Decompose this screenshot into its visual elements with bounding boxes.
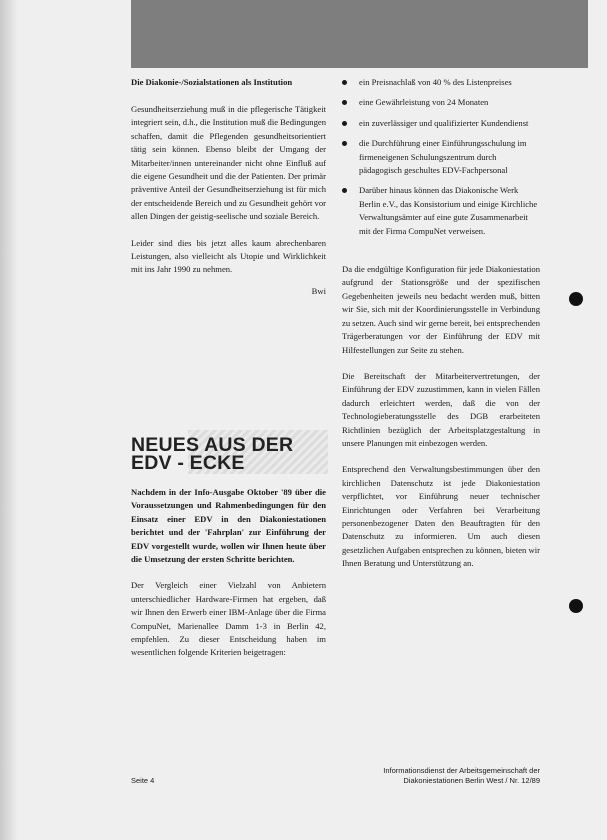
bullet-icon (342, 121, 347, 126)
lead-text: Nachdem in der Info-Ausgabe Oktober '89 über die Voraussetzungen und Rahmenbedingungen für den Einsatz einer EDV in den Diakoniestationen berichtet und der 'Fahrplan' zur Einführung der EDV vorgestellt wurde, wollen wir Ihnen heute über die Umsetzung der ersten Schritte berichten. (131, 487, 326, 565)
section-title (131, 436, 326, 472)
lead-paragraph (131, 486, 326, 566)
right-column (342, 76, 540, 571)
header-bar (131, 0, 588, 68)
bullet-icon (342, 80, 347, 85)
author-signature: Bwi (311, 285, 326, 296)
bullet-icon (342, 141, 347, 146)
list-item: Darüber hinaus können das Diakonische Werk Berlin e.V., das Konsistorium und einige Kirchliche Verwaltungsämter auf eine gute Zusammenarbeit mit der Firma CompuNet verweisen. (342, 184, 540, 238)
left-column-top (131, 76, 326, 298)
left-column-bottom (131, 486, 326, 660)
paragraph: Gesundheitserziehung muß in die pflegerische Tätigkeit integriert sein, d.h., die Institution muß die Bedingungen schaffen, damit die Pflegenden gesundheitsorientiert tätig sein können. Ebenso bleibt der Umgang der Mitarbeiter/innen untereinander nicht ohne Einfluß auf die eigene Gesundheit und die der Patienten. Der primär präventive Anteil der Gesundheitserziehung ist für mich der entscheidende Bereich und zu Gesundheit gehört vor allen Dingen der geistig-seelische und soziale Bereich. (131, 104, 327, 222)
paragraph: Leider sind dies bis jetzt alles kaum abrechenbaren Leistungen, also vielleicht als Utopie und Wirklichkeit mit ins Jahr 1990 zu nehmen. (131, 237, 326, 275)
bullet-icon (342, 100, 347, 105)
criteria-list (342, 76, 540, 238)
paragraph: Der Vergleich einer Vielzahl von Anbietern unterschiedlicher Hardware-Firmen hat ergeben, daß wir Ihnen den Erwerb einer IBM-Anlage über die Firma CompuNet, Marienallee Damm 1-3 in Berlin 42, empfehlen. Zu dieser Entscheidung haben im wesentlichen folgende Kriterien beigetragen: (131, 580, 326, 658)
section-title-line: NEUES AUS DER (131, 434, 294, 456)
list-item: die Durchführung einer Einführungsschulung im firmeneigenen Schulungszentrum durch pädagogisch geschultes EDV-Fachpersonal (342, 137, 540, 177)
paragraph: Da die endgültige Konfiguration für jede Diakoniestation aufgrund der Stationsgröße und der spezifischen Gegebenheiten jeweils neu bedacht werden muß, bitten wir Sie, sich mit der Koordinierungsstelle in Verbindung zu setzen. Auch sind wir gerne bereit, bei entsprechenden Trägerberatungen vor der Einführung der EDV mit Hilfestellungen zur Seite zu stehen. (342, 264, 540, 355)
list-item: ein zuverlässiger und qualifizierter Kundendienst (342, 117, 540, 130)
list-item: ein Preisnachlaß von 40 % des Listenpreises (342, 76, 540, 89)
publisher-note (342, 766, 540, 785)
section-heading: Die Diakonie-/Sozialstationen als Institution (131, 77, 293, 87)
list-item: eine Gewährleistung von 24 Monaten (342, 96, 540, 109)
section-title-line: EDV - ECKE (131, 452, 245, 474)
punch-hole (569, 599, 583, 613)
publisher-line: Diakoniestationen Berlin West / Nr. 12/89 (403, 775, 540, 785)
page-number: Seite 4 (131, 776, 155, 785)
publisher-line: Informationsdienst der Arbeitsgemeinschaft der (383, 766, 540, 775)
punch-hole (569, 292, 583, 306)
paragraph: Entsprechend den Verwaltungsbestimmungen über den kirchlichen Datenschutz ist jede Diakoniestation verpflichtet, vor Einführung neuer technischer Einrichtungen oder Verfahren bei Verarbeitung personenbezogener Daten den Beauftragten für den Datenschutz zu informieren. Um auch diesen gesetzlichen Aufgaben entsprechen zu können, bieten wir Ihnen Beratung und Unterstützung an. (342, 464, 540, 569)
bullet-icon (342, 188, 347, 193)
scan-edge-shadow (0, 0, 18, 840)
paragraph: Die Bereitschaft der Mitarbeitervertretungen, der Einführung der EDV zuzustimmen, kann in vielen Fällen dadurch erleichtert werden, daß die von der Technologieberatungsstelle des DGB erarbeiteten Richtlinien bezüglich der Arbeitsplatzgestaltung in unsere Planungen mit einbezogen werden. (342, 370, 540, 448)
